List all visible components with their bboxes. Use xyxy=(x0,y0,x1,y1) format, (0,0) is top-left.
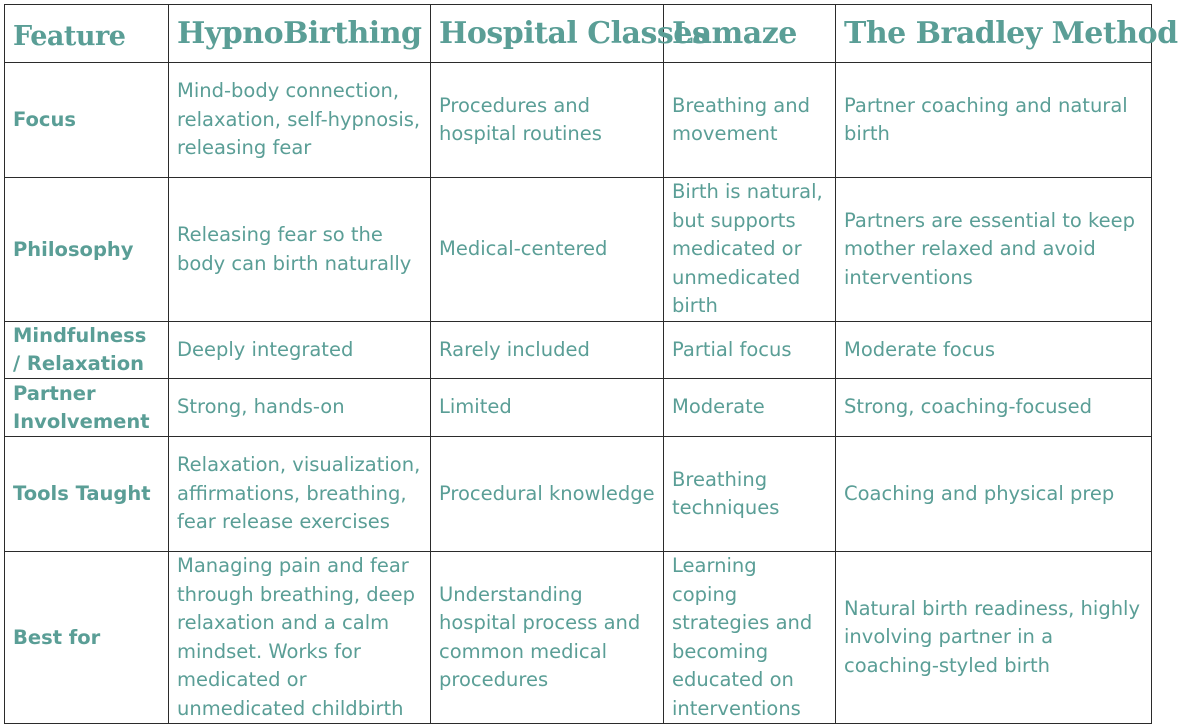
table-cell: Coaching and physical prep xyxy=(836,437,1152,552)
table-cell: Moderate xyxy=(664,379,836,437)
table-cell: Deeply integrated xyxy=(169,322,431,379)
column-header-hospital-classes: Hospital Classes xyxy=(431,5,664,63)
column-header-hypnobirthing: HypnoBirthing xyxy=(169,5,431,63)
table-cell: Understanding hospital process and common medical procedures xyxy=(431,552,664,724)
table-cell: Procedural knowledge xyxy=(431,437,664,552)
table-cell: Natural birth readiness, highly involving partner in a coaching-styled birth xyxy=(836,552,1152,724)
row-label: Best for xyxy=(5,552,169,724)
table-cell: Partner coaching and natural birth xyxy=(836,63,1152,178)
table-cell: Moderate focus xyxy=(836,322,1152,379)
row-label: Philosophy xyxy=(5,178,169,322)
row-label: Partner Involvement xyxy=(5,379,169,437)
table-cell: Medical-centered xyxy=(431,178,664,322)
header-row xyxy=(5,5,1152,63)
table-cell: Partial focus xyxy=(664,322,836,379)
row-label: Mindfulness / Relaxation xyxy=(5,322,169,379)
table-cell: Procedures and hospital routines xyxy=(431,63,664,178)
column-header-bradley-method: The Bradley Method xyxy=(836,5,1152,63)
table-cell: Strong, hands-on xyxy=(169,379,431,437)
table-row-partner-involvement xyxy=(5,379,1152,437)
table-cell: Breathing techniques xyxy=(664,437,836,552)
table-cell: Partners are essential to keep mother relaxed and avoid interventions xyxy=(836,178,1152,322)
table-row-focus xyxy=(5,63,1152,178)
table-cell: Strong, coaching-focused xyxy=(836,379,1152,437)
row-label: Tools Taught xyxy=(5,437,169,552)
table-cell: Releasing fear so the body can birth naturally xyxy=(169,178,431,322)
table-cell: Limited xyxy=(431,379,664,437)
row-label: Focus xyxy=(5,63,169,178)
table-cell: Relaxation, visualization, affirmations, breathing, fear release exercises xyxy=(169,437,431,552)
table-row-mindfulness xyxy=(5,322,1152,379)
table-cell: Breathing and movement xyxy=(664,63,836,178)
table-cell: Rarely included xyxy=(431,322,664,379)
comparison-table xyxy=(4,4,1178,724)
table-cell: Learning coping strategies and becoming educated on interventions xyxy=(664,552,836,724)
table-cell: Managing pain and fear through breathing, deep relaxation and a calm mindset. Works for medicated or unmedicated childbirth xyxy=(169,552,431,724)
table-cell: Birth is natural, but supports medicated or unmedicated birth xyxy=(664,178,836,322)
table-row-philosophy xyxy=(5,178,1152,322)
table-cell: Mind-body connection, relaxation, self-hypnosis, releasing fear xyxy=(169,63,431,178)
table-row-tools-taught xyxy=(5,437,1152,552)
column-header-feature: Feature xyxy=(5,5,169,63)
column-header-lamaze: Lamaze xyxy=(664,5,836,63)
table-row-best-for xyxy=(5,552,1152,724)
